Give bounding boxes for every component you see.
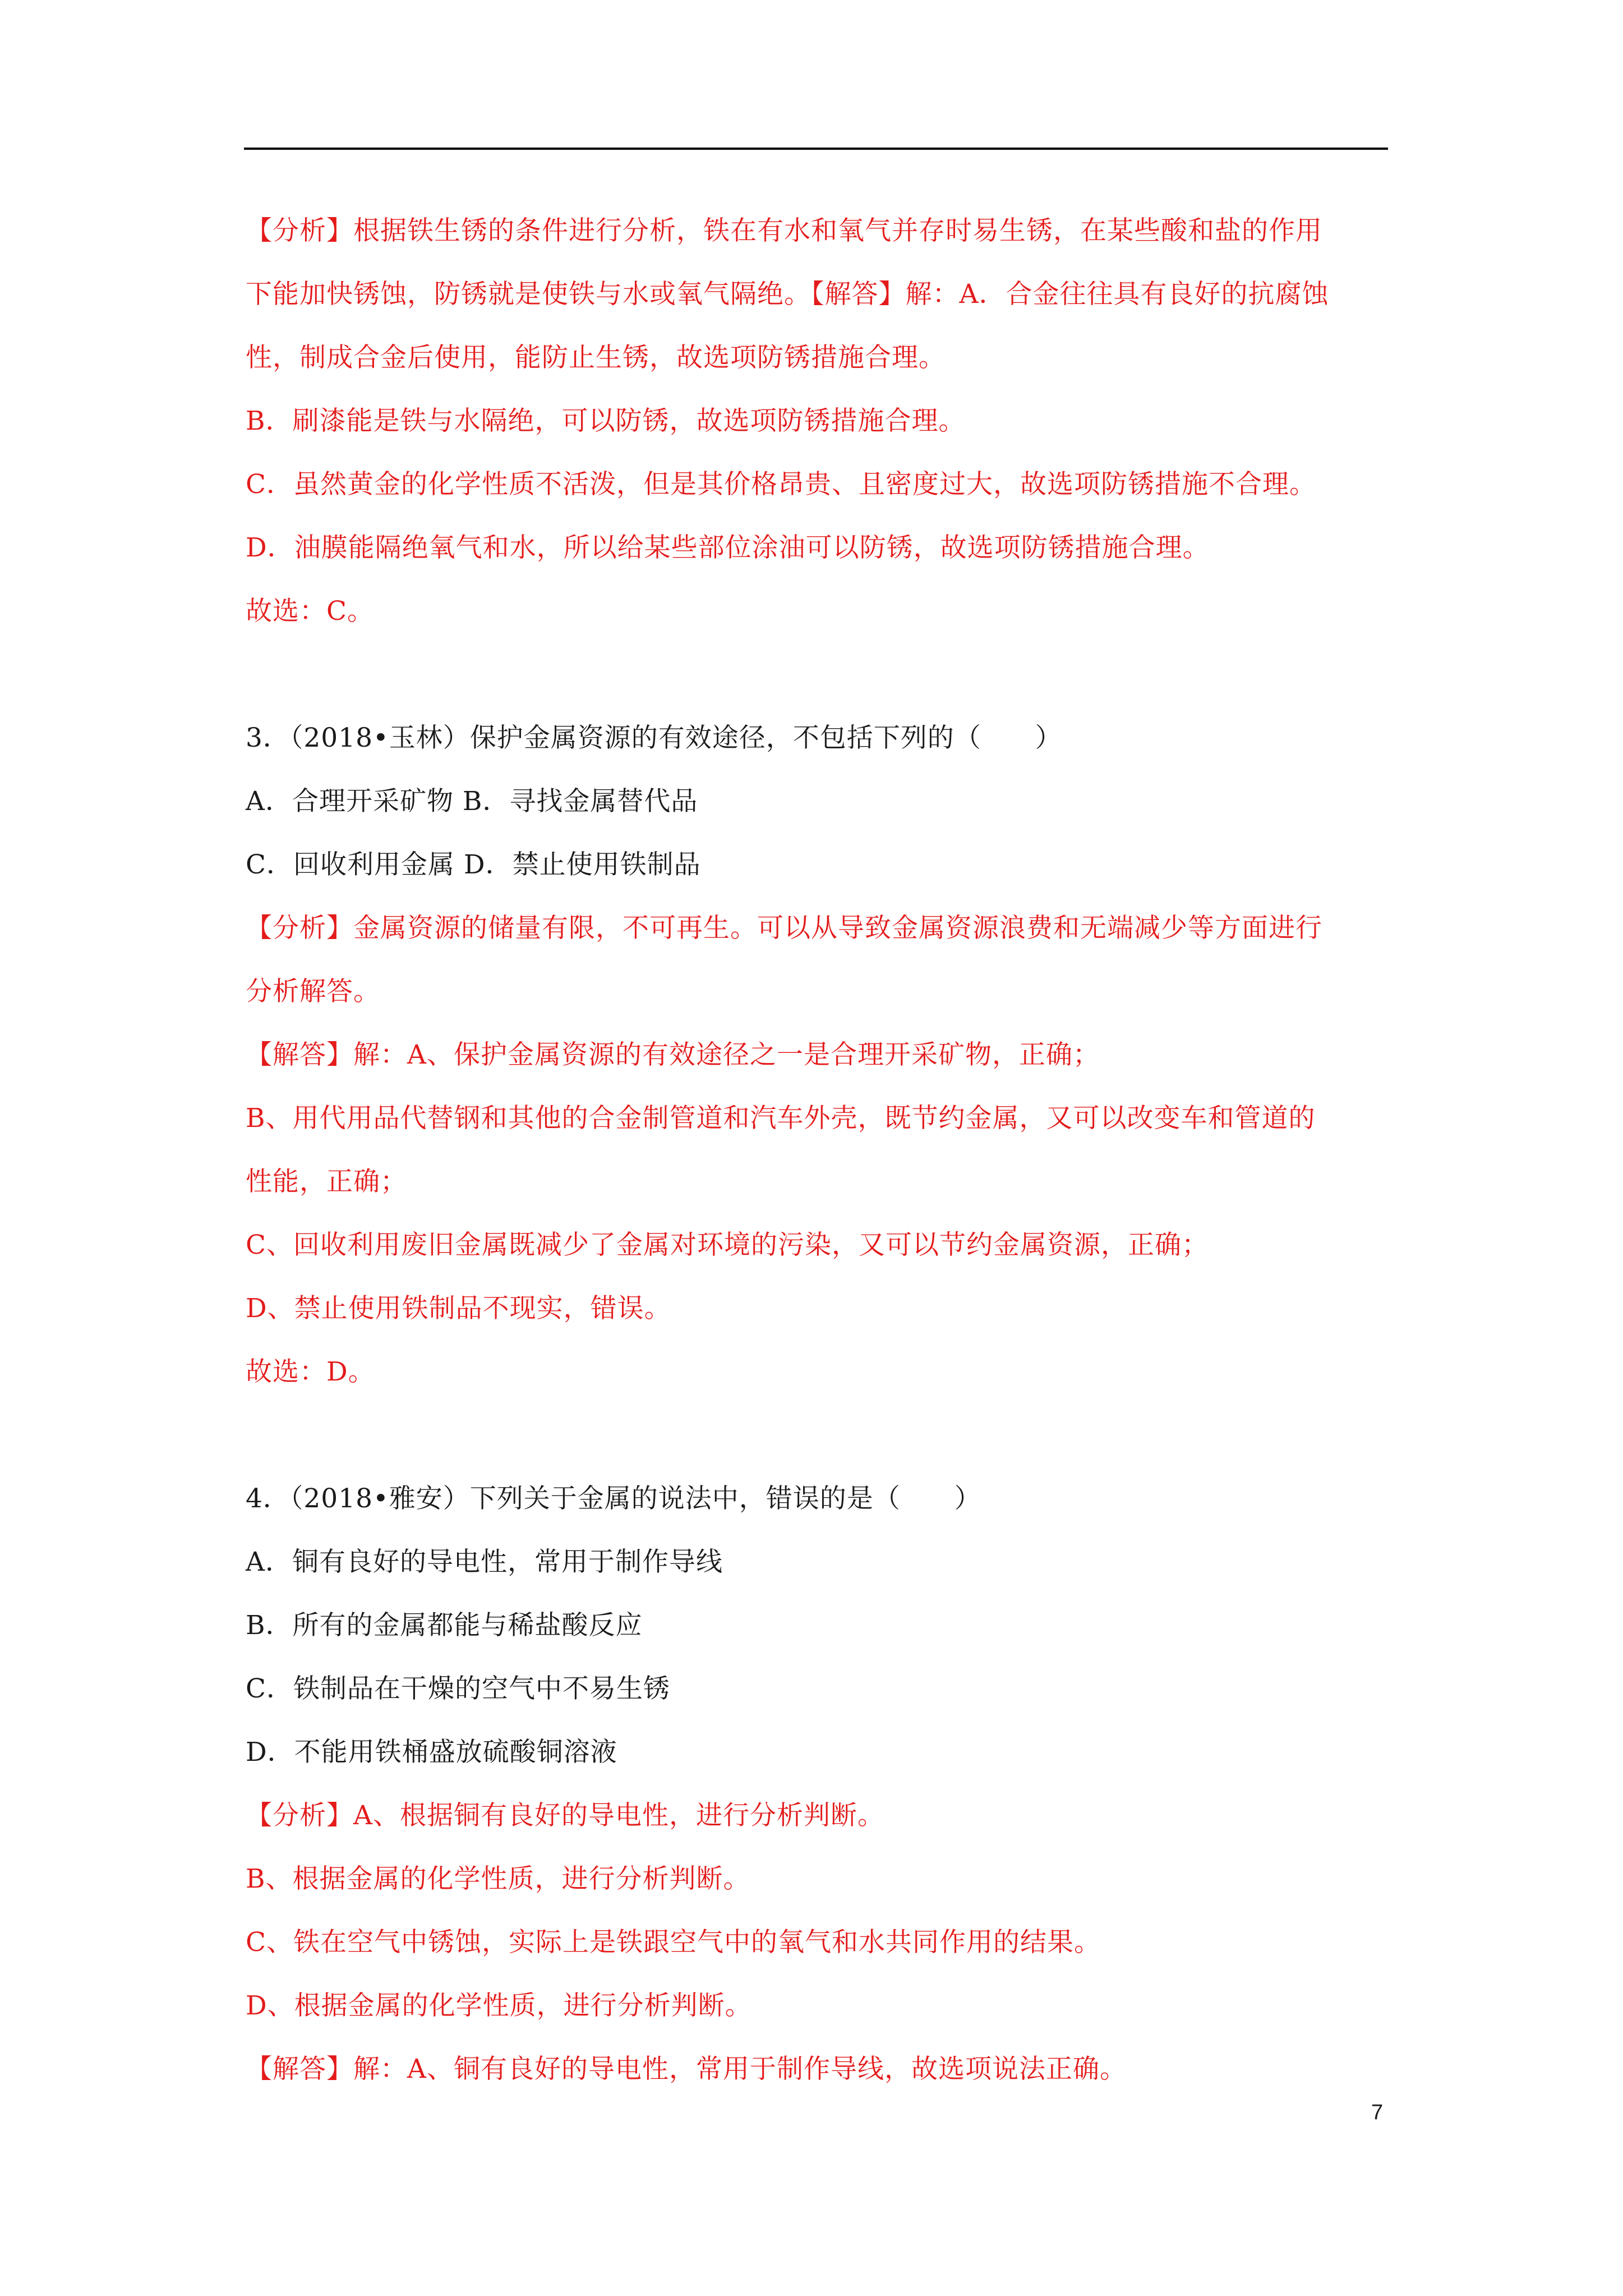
analysis-line: 【分析】根据铁生锈的条件进行分析，铁在有水和氧气并存时易生锈，在某些酸和盐的作用 <box>246 215 1322 246</box>
question-4-option-d: D．不能用铁桶盛放硫酸铜溶液 <box>246 1737 617 1768</box>
solution-line: B、用代用品代替钢和其他的合金制管道和汽车外壳，既节约金属，又可以改变车和管道的 <box>246 1103 1316 1134</box>
page-number: 7 <box>1371 2101 1384 2124</box>
solution-line: 性能，正确； <box>246 1166 407 1197</box>
question-3-options-ab: A．合理开采矿物 B．寻找金属替代品 <box>246 786 698 817</box>
question-4-option-b: B．所有的金属都能与稀盐酸反应 <box>246 1610 643 1641</box>
answer-line-d: D．油膜能隔绝氧气和水，所以给某些部位涂油可以防锈，故选项防锈措施合理。 <box>246 532 1210 563</box>
answer-choice: 故选：C。 <box>246 596 374 627</box>
answer-line-c: C．虽然黄金的化学性质不活泼，但是其价格昂贵、且密度过大，故选项防锈措施不合理。 <box>246 469 1316 500</box>
analysis-line: C、铁在空气中锈蚀，实际上是铁跟空气中的氧气和水共同作用的结果。 <box>246 1927 1101 1958</box>
analysis-line: 分析解答。 <box>246 976 380 1007</box>
question-3-options-cd: C．回收利用金属 D．禁止使用铁制品 <box>246 849 701 880</box>
question-4-option-a: A．铜有良好的导电性，常用于制作导线 <box>246 1547 723 1577</box>
solution-line: 【解答】解：A、铜有良好的导电性，常用于制作导线，故选项说法正确。 <box>246 2054 1127 2085</box>
header-rule <box>244 148 1388 150</box>
solution-line: C、回收利用废旧金属既减少了金属对环境的污染，又可以节约金属资源，正确； <box>246 1230 1209 1260</box>
solution-line: 【解答】解：A、保护金属资源的有效途径之一是合理开采矿物，正确； <box>246 1039 1100 1070</box>
analysis-line: B、根据金属的化学性质，进行分析判断。 <box>246 1864 750 1894</box>
question-3-stem: 3．（2018•玉林）保护金属资源的有效途径，不包括下列的（ ） <box>246 723 1062 753</box>
question-4-stem: 4．（2018•雅安）下列关于金属的说法中，错误的是（ ） <box>246 1483 981 1514</box>
question-4-option-c: C．铁制品在干燥的空气中不易生锈 <box>246 1673 670 1704</box>
analysis-line: 【分析】A、根据铜有良好的导电性，进行分析判断。 <box>246 1800 884 1831</box>
analysis-line: 性，制成合金后使用，能防止生锈，故选项防锈措施合理。 <box>246 342 946 373</box>
solution-line: D、禁止使用铁制品不现实，错误。 <box>246 1293 671 1324</box>
answer-choice: 故选：D。 <box>246 1356 375 1387</box>
analysis-line: 【分析】金属资源的储量有限，不可再生。可以从导致金属资源浪费和无端减少等方面进行 <box>246 913 1322 944</box>
analysis-line: 下能加快锈蚀，防锈就是使铁与水或氧气隔绝。【解答】解：A．合金往往具有良好的抗腐蚀 <box>246 279 1329 310</box>
analysis-line: D、根据金属的化学性质，进行分析判断。 <box>246 1990 752 2021</box>
answer-line-b: B．刷漆能是铁与水隔绝，可以防锈，故选项防锈措施合理。 <box>246 406 966 436</box>
